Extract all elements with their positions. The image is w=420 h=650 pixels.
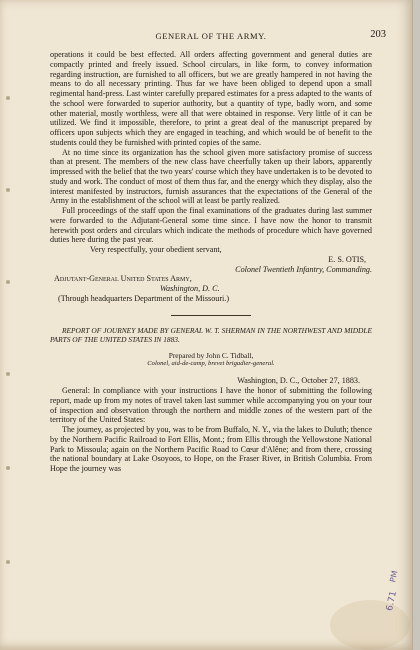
report-author-rank: Colonel, aid-de-camp, brevet brigadier-general.	[147, 360, 275, 368]
closing-line: Very respectfully, your obedient servant,	[90, 245, 222, 254]
running-header	[50, 29, 386, 50]
signature-title: Colonel Twentieth Infantry, Commanding.	[235, 264, 372, 274]
report-title: REPORT OF JOURNEY MADE BY GENERAL W. T. SHERMAN IN THE NORTHWEST AND MIDDLE PARTS OF THE UNITED STATES IN 1883.	[50, 325, 372, 344]
body-paragraph: operations it could be best effected. All orders affecting government and general duties are compactly printed and freely issued. School circulars, in like form, to convey information regarding instruction, are furnished to all officers, but we are greatly hampered in not having the means to do all necessary printing. Thus far we have been obliged to depend upon a small regimental hand-press. Last winter carefully prepared estimates for a press adapted to the wants of the school were forwarded to superior authority, but a quantity of type, badly worn, and some other material, mostly worthless, were all that were obtained in response. Very little of it can be utilized. We find it impossible, therefore, to print a great deal of the manuscript prepared by officers upon subjects which they are engaged in teaching, and which would be of benefit to the students could they be furnished with printed copies of the same.	[50, 50, 372, 147]
handwritten-mark: 6.71	[385, 590, 399, 612]
report-dateline: Washington, D. C., October 27, 1883.	[237, 376, 360, 386]
page-number: 203	[370, 29, 386, 40]
report-paragraph: The journey, as projected by you, was to be from Buffalo, N. Y., via the lakes to Duluth; thence by the Northern Pacific Railroad to Fort Ellis, Mont.; from Ellis through the Yellowstone National Park to Missoula; again on the Northern Pacific Road to Cœur d'Alêne; and from there, crossing the national boundary at Lake Osoyoos, to Hope, on the Fraser River, in British Columbia. From Hope the journey was	[50, 425, 372, 473]
report-paragraph: General: In compliance with your instructions I have the honor of submitting the following report, made up from my notes of travel taken last summer while accompanying you on your tour of inspection and observation through the northern and middle zones of the western part of the territory of the United States:	[50, 386, 372, 425]
routing-note: (Through headquarters Department of the Missouri.)	[58, 293, 230, 303]
body-paragraph: At no time since its organization has the school given more satisfactory promise of success than at present. The members of the new class have cheerfully taken up their labors, apparently impressed with the belief that the two years' course which they have undertaken is to be devoted to study and work. The conduct of most of them thus far, and the energy which they display, also the interest manifested by instructors, furnish assurances that the expectations of the General of the Army in the establishment of the school will at least be partly realized.	[50, 147, 372, 206]
section-divider	[171, 315, 251, 316]
report-author: Prepared by John C. Tidball,	[168, 350, 254, 360]
running-title: GENERAL OF THE ARMY.	[155, 31, 267, 41]
addressee: Adjutant-General United States Army,	[54, 274, 192, 284]
page-content	[50, 29, 386, 474]
handwritten-mark: PM	[388, 569, 400, 584]
body-paragraph: Full proceedings of the staff upon the final examinations of the graduates during last summer were forwarded to the Adjutant-General some time since. I have now the honor to transmit herewith post orders and circulars which indicate the methods of procedure which have governed duties here during the past year.	[50, 206, 372, 245]
addressee-location: Washington, D. C.	[160, 284, 220, 293]
signature-name: E. S. OTIS,	[328, 254, 366, 264]
paper-stain	[330, 600, 410, 650]
binding-holes	[6, 0, 14, 650]
